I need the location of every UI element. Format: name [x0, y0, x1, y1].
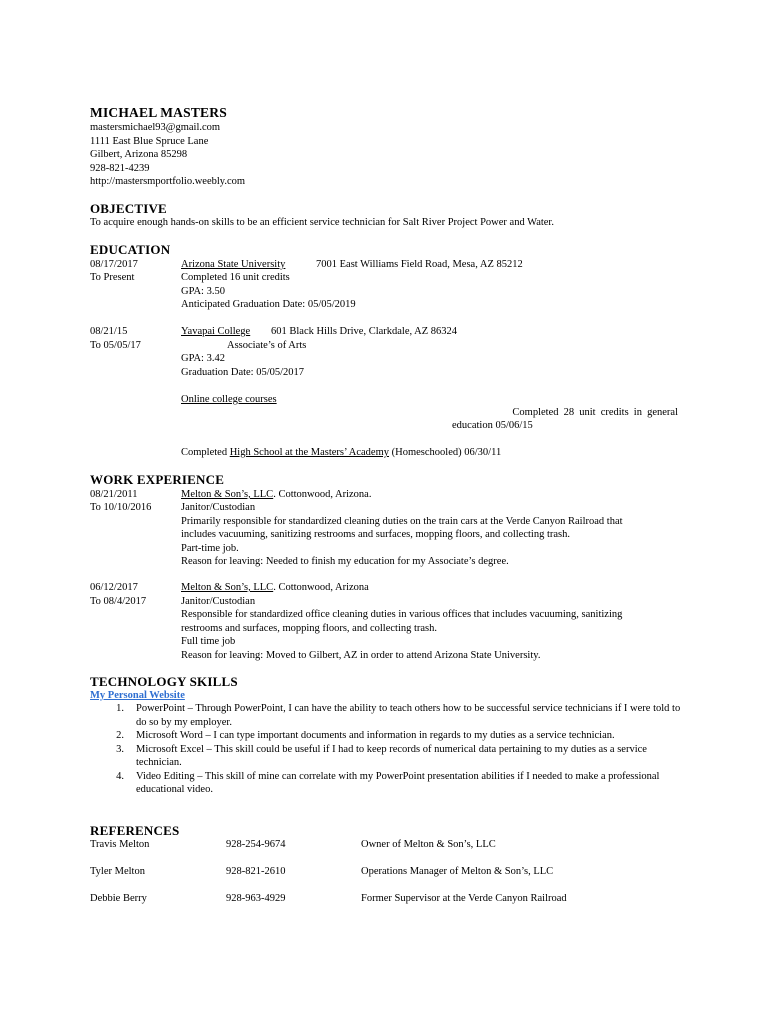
- objective-heading: OBJECTIVE: [90, 201, 167, 216]
- high-school-name: High School at the Masters’ Academy: [229, 447, 390, 458]
- portfolio-url: http://mastersmportfolio.weebly.com: [90, 176, 246, 187]
- asu-credits: Completed 16 unit credits: [181, 272, 290, 283]
- job1-title: Janitor/Custodian: [181, 502, 256, 513]
- technology-skills-list: [106, 702, 686, 797]
- reference-role: Former Supervisor at the Verde Canyon Railroad: [361, 893, 567, 904]
- asu-school-name: Arizona State University: [181, 259, 286, 270]
- yavapai-degree: Associate’s of Arts: [227, 340, 307, 351]
- asu-date-end: To Present: [90, 272, 135, 283]
- job2-type: Full time job: [181, 636, 236, 647]
- education-heading: EDUCATION: [90, 242, 171, 257]
- job1-date-start: 08/21/2011: [90, 489, 138, 500]
- applicant-name: MICHAEL MASTERS: [90, 105, 227, 120]
- job1-location: . Cottonwood, Arizona.: [273, 489, 372, 500]
- job1-date-end: To 10/10/2016: [90, 502, 152, 513]
- reference-name: Debbie Berry: [90, 893, 147, 904]
- list-item: 3. Microsoft Excel – This skill could be useful if I had to keep records of numerical data pertaining to my duties as a service technician.: [116, 743, 647, 768]
- job1-type: Part-time job.: [181, 543, 239, 554]
- reference-role: Operations Manager of Melton & Son’s, LLC: [361, 866, 554, 877]
- online-courses-credits: Completed 28 unit credits in general: [512, 407, 678, 418]
- job2-desc-line2: restrooms and surfaces, mopping floors, and collecting trash.: [181, 623, 438, 634]
- job2-reason: Reason for leaving: Moved to Gilbert, AZ in order to attend Arizona State University.: [181, 650, 541, 661]
- yavapai-school-name: Yavapai College: [181, 326, 251, 337]
- reference-name: Tyler Melton: [90, 866, 145, 877]
- yavapai-date-start: 08/21/15: [90, 326, 128, 337]
- work-experience-heading: WORK EXPERIENCE: [90, 472, 225, 487]
- phone-number: 928-821-4239: [90, 163, 150, 174]
- yavapai-graduation: Graduation Date: 05/05/2017: [181, 367, 305, 378]
- email-text: mastersmichael93@gmail.com: [90, 122, 221, 133]
- asu-graduation: Anticipated Graduation Date: 05/05/2019: [181, 299, 356, 310]
- job1-desc-line2: includes vacuuming, sanitizing restrooms and surfaces, mopping floors, and collecting trash.: [181, 529, 570, 540]
- asu-address: 7001 East Williams Field Road, Mesa, AZ 85212: [316, 259, 523, 270]
- online-courses-title: Online college courses: [181, 394, 277, 405]
- reference-phone: 928-254-9674: [226, 839, 286, 850]
- reference-name: Travis Melton: [90, 839, 150, 850]
- job2-employer-line: [181, 581, 369, 595]
- job2-date-end: To 08/4/2017: [90, 596, 147, 607]
- references-heading: REFERENCES: [90, 823, 180, 838]
- online-courses-date: education 05/06/15: [452, 420, 533, 431]
- job1-desc-line1: Primarily responsible for standardized cleaning duties on the train cars at the Verde Canyon Railroad that: [181, 516, 623, 527]
- high-school-line: [181, 446, 501, 460]
- list-item: 4. Video Editing – This skill of mine can correlate with my PowerPoint presentation abilities if I needed to make a professional educational video.: [116, 770, 660, 795]
- yavapai-gpa: GPA: 3.42: [181, 353, 225, 364]
- job2-date-start: 06/12/2017: [90, 582, 138, 593]
- list-item: 2. Microsoft Word – I can type important documents and information in regards to my duties as a service technician.: [116, 730, 615, 741]
- job2-title: Janitor/Custodian: [181, 596, 256, 607]
- yavapai-address: 601 Black Hills Drive, Clarkdale, AZ 86324: [271, 326, 458, 337]
- city-state-zip: Gilbert, Arizona 85298: [90, 149, 188, 160]
- job2-employer: Melton & Son’s, LLC: [181, 582, 274, 593]
- street-address: 1111 East Blue Spruce Lane: [90, 136, 209, 147]
- high-school-suffix: (Homeschooled) 06/30/11: [391, 447, 502, 458]
- job2-location: . Cottonwood, Arizona: [273, 582, 369, 593]
- list-item: 1. PowerPoint – Through PowerPoint, I can have the ability to teach others how to be successful service technicians if I were told to do so by my employer.: [116, 703, 681, 728]
- reference-phone: 928-963-4929: [226, 893, 286, 904]
- reference-role: Owner of Melton & Son’s, LLC: [361, 839, 496, 850]
- job1-reason: Reason for leaving: Needed to finish my education for my Associate’s degree.: [181, 556, 509, 567]
- job1-employer-line: [181, 488, 371, 502]
- job2-desc-line1: Responsible for standardized office cleaning duties in various offices that includes vacuuming, sanitizing: [181, 609, 623, 620]
- asu-gpa: GPA: 3.50: [181, 286, 225, 297]
- high-school-prefix: Completed: [181, 447, 228, 458]
- personal-website-link[interactable]: My Personal Website: [90, 690, 185, 701]
- reference-phone: 928-821-2610: [226, 866, 286, 877]
- yavapai-date-end: To 05/05/17: [90, 340, 141, 351]
- asu-date-start: 08/17/2017: [90, 259, 138, 270]
- technology-skills-heading: TECHNOLOGY SKILLS: [90, 674, 238, 689]
- objective-text: To acquire enough hands-on skills to be an efficient service technician for Salt River Project Power and Water.: [90, 217, 554, 228]
- job1-employer: Melton & Son’s, LLC: [181, 489, 274, 500]
